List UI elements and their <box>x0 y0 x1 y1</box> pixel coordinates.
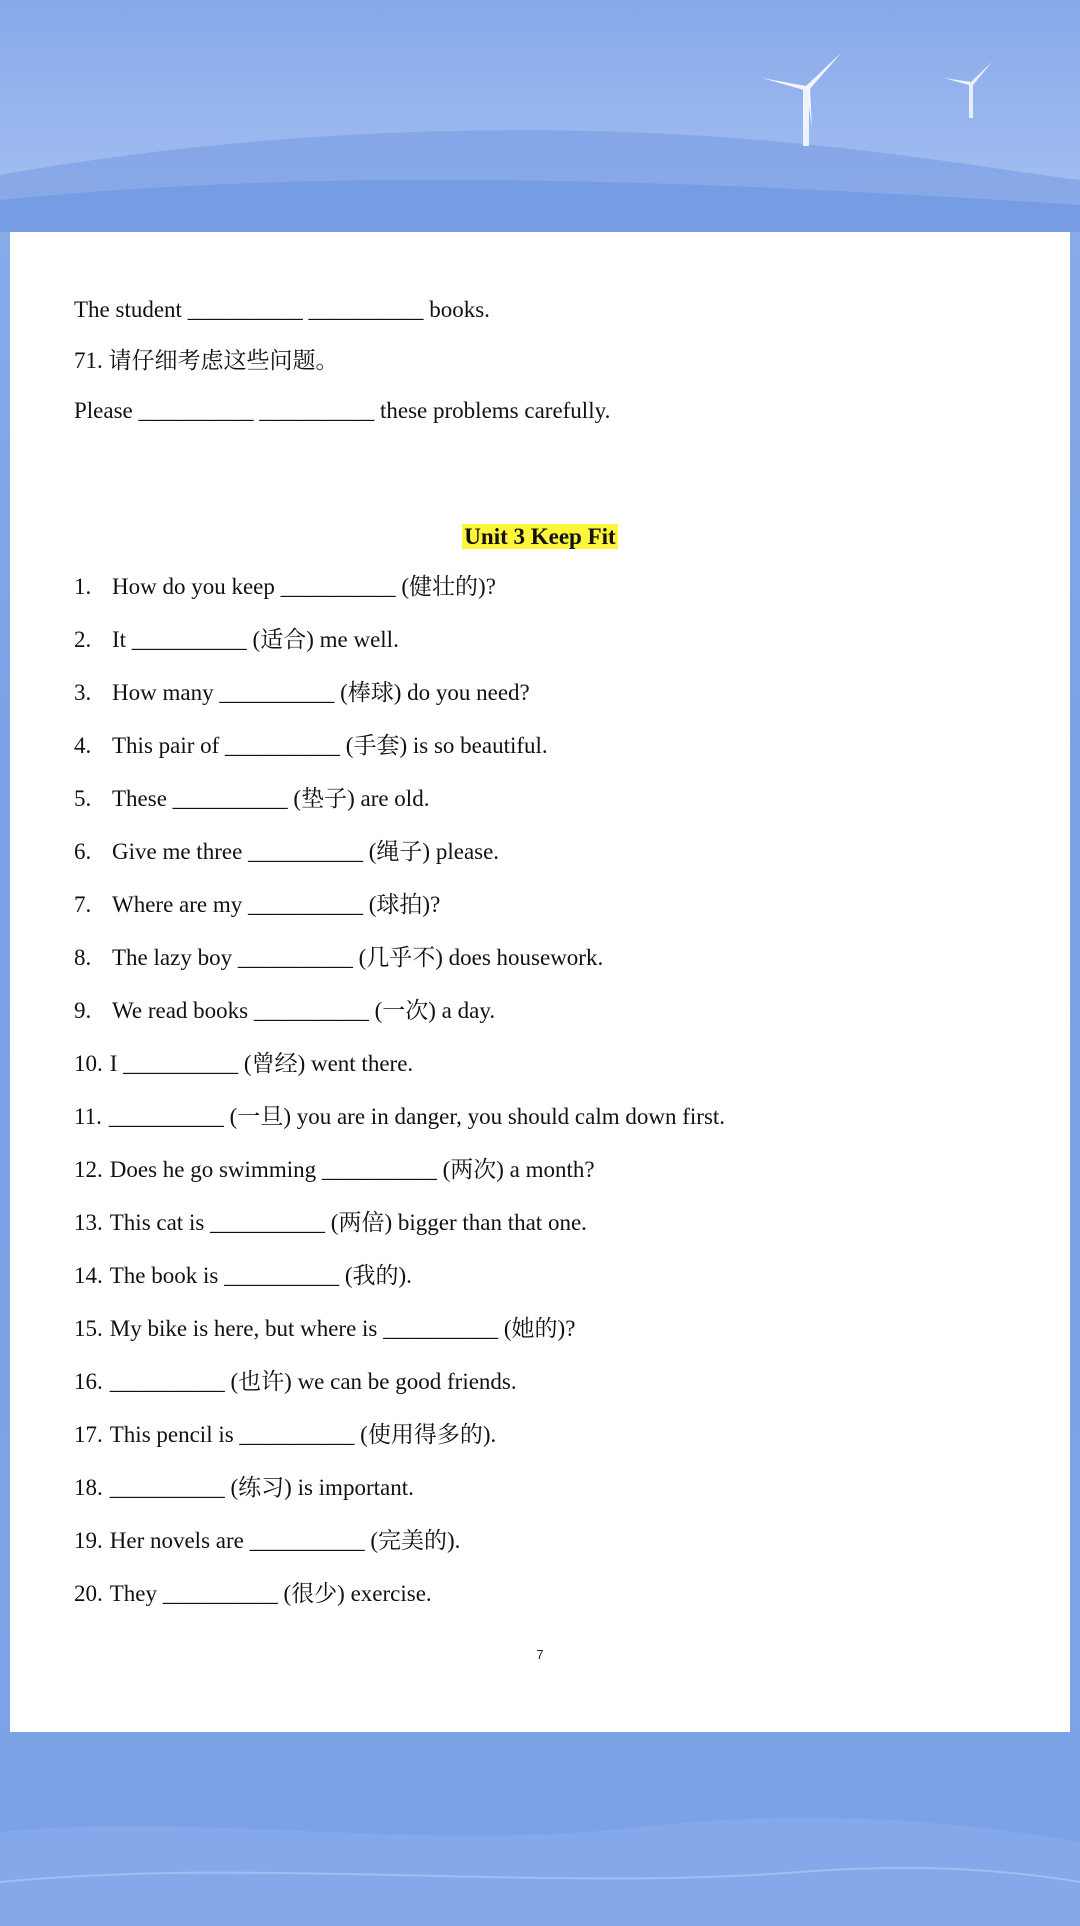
worksheet-page <box>10 232 1070 1732</box>
question-15 <box>74 1314 575 1344</box>
question-text: This pencil is __________ (使用得多的). <box>109 1422 497 1447</box>
question-13 <box>74 1208 587 1238</box>
question-text: My bike is here, but where is __________ (她的)? <box>109 1316 576 1341</box>
question-text: It __________ (适合) me well. <box>112 627 399 652</box>
question-number: 10. <box>74 1051 103 1076</box>
question-number: 19. <box>74 1528 103 1553</box>
question-17 <box>74 1420 496 1450</box>
question-text: __________ (练习) is important. <box>109 1475 414 1500</box>
question-number: 15. <box>74 1316 103 1341</box>
question-number: 13. <box>74 1210 103 1235</box>
question-number: 20. <box>74 1581 103 1606</box>
question-5 <box>74 784 429 814</box>
question-6 <box>74 837 499 867</box>
question-text: They __________ (很少) exercise. <box>109 1581 432 1606</box>
footer-background <box>0 1732 1080 1926</box>
question-number: 18. <box>74 1475 103 1500</box>
question-text: Where are my __________ (球拍)? <box>112 892 441 917</box>
question-text: Give me three __________ (绳子) please. <box>112 839 500 864</box>
question-3 <box>74 678 530 708</box>
question-14 <box>74 1261 412 1291</box>
question-20 <box>74 1579 432 1609</box>
page-number: 7 <box>536 1647 544 1662</box>
question-text: __________ (也许) we can be good friends. <box>109 1369 517 1394</box>
question-16 <box>74 1367 517 1397</box>
question-number: 17. <box>74 1422 103 1447</box>
question-text: We read books __________ (一次) a day. <box>112 998 496 1023</box>
unit-title-text: Unit 3 Keep Fit <box>464 524 616 549</box>
question-4 <box>74 731 548 761</box>
question-text: __________ (一旦) you are in danger, you should calm down first. <box>108 1104 726 1129</box>
question-number: 11. <box>74 1104 102 1129</box>
question-text: The lazy boy __________ (几乎不) does housework. <box>112 945 604 970</box>
question-text: The book is __________ (我的). <box>109 1263 412 1288</box>
question-9 <box>74 996 495 1026</box>
question-number: 14. <box>74 1263 103 1288</box>
question-number: 8. <box>74 945 92 970</box>
question-text: How many __________ (棒球) do you need? <box>112 680 530 705</box>
question-2 <box>74 625 399 655</box>
question-text: This cat is __________ (两倍) bigger than that one. <box>109 1210 587 1235</box>
unit-title <box>10 522 1070 552</box>
question-text: This pair of __________ (手套) is so beautiful. <box>112 733 548 758</box>
question-11 <box>74 1102 725 1132</box>
question-number: 6. <box>74 839 92 864</box>
question-7 <box>74 890 440 920</box>
question-text: These __________ (垫子) are old. <box>112 786 430 811</box>
question-number: 1. <box>74 574 92 599</box>
question-text: I __________ (曾经) went there. <box>109 1051 414 1076</box>
wave-decoration <box>0 1732 1080 1926</box>
question-number: 3. <box>74 680 92 705</box>
header-background <box>0 0 1080 232</box>
question-number: 7. <box>74 892 92 917</box>
question-12 <box>74 1155 595 1185</box>
question-text: Does he go swimming __________ (两次) a month? <box>109 1157 595 1182</box>
question-10 <box>74 1049 413 1079</box>
question-19 <box>74 1526 460 1556</box>
question-text: Her novels are __________ (完美的). <box>109 1528 461 1553</box>
question-number: 16. <box>74 1369 103 1394</box>
question-1 <box>74 572 496 602</box>
question-number: 4. <box>74 733 92 758</box>
question-number: 2. <box>74 627 92 652</box>
continuation-line-2: 71. 请仔细考虑这些问题。 <box>74 348 339 373</box>
continuation-line-3: Please __________ __________ these problems carefully. <box>74 398 611 423</box>
question-number: 9. <box>74 998 92 1023</box>
question-number: 12. <box>74 1157 103 1182</box>
question-8 <box>74 943 603 973</box>
wind-turbine-landscape-illustration <box>0 0 1080 232</box>
question-text: How do you keep __________ (健壮的)? <box>112 574 496 599</box>
question-18 <box>74 1473 414 1503</box>
question-number: 5. <box>74 786 92 811</box>
continuation-line-1: The student __________ __________ books. <box>74 297 490 322</box>
